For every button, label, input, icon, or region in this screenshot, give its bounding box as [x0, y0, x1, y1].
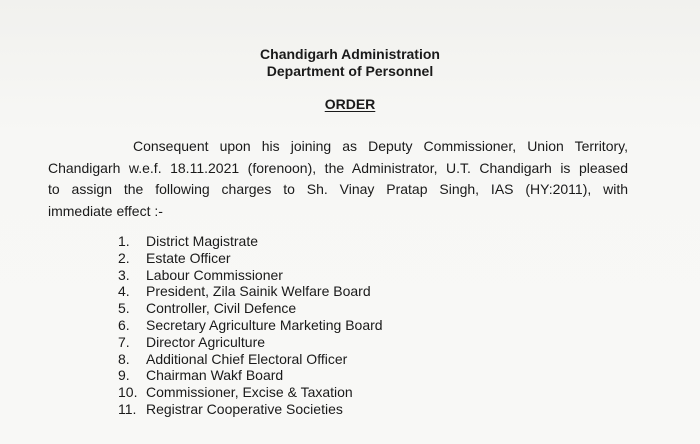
order-title-text: ORDER — [324, 96, 376, 112]
list-item-text: Registrar Cooperative Societies — [146, 400, 343, 417]
list-item — [118, 351, 383, 368]
header-organization: Chandigarh Administration — [260, 46, 440, 62]
list-item-number: 9. — [118, 367, 130, 384]
list-item-number: 2. — [118, 249, 130, 266]
paragraph-line: Consequent upon his joining as Deputy Commissioner, Union Territory, — [133, 138, 628, 154]
list-item — [118, 267, 383, 284]
list-item-number: 1. — [118, 233, 130, 249]
list-item-text: President, Zila Sainik Welfare Board — [146, 283, 371, 300]
list-item-text: Additional Chief Electoral Officer — [146, 350, 348, 367]
list-item-number: 7. — [118, 333, 130, 350]
order-paragraph — [48, 136, 628, 222]
list-item-number: 5. — [118, 300, 130, 317]
list-item — [118, 300, 383, 317]
document-header — [0, 46, 700, 80]
list-item-number: 3. — [118, 266, 130, 283]
list-item-text: Director Agriculture — [146, 333, 266, 350]
list-item-number: 11. — [118, 400, 137, 417]
list-item — [118, 384, 383, 401]
list-item-text: Labour Commissioner — [146, 266, 283, 283]
charges-list — [118, 233, 383, 418]
order-title — [0, 96, 700, 112]
paragraph-line: to assign the following charges to Sh. Vinay Pratap Singh, IAS (HY:2011), with — [48, 181, 628, 197]
list-item-text: Commissioner, Excise & Taxation — [146, 384, 353, 401]
list-item — [118, 283, 383, 300]
list-item — [118, 250, 383, 267]
list-item-number: 4. — [118, 283, 130, 300]
list-item — [118, 317, 383, 334]
list-item — [118, 401, 383, 418]
list-item-number: 8. — [118, 350, 130, 367]
list-item-text: Secretary Agriculture Marketing Board — [146, 316, 383, 333]
list-item — [118, 367, 383, 384]
list-item-text: Controller, Civil Defence — [146, 300, 297, 317]
list-item-number: 6. — [118, 316, 130, 333]
list-item-number: 10. — [118, 384, 138, 401]
list-item — [118, 334, 383, 351]
paragraph-line: Chandigarh w.e.f. 18.11.2021 (forenoon), the Administrator, U.T. Chandigarh is pleased — [48, 159, 628, 176]
list-item-text: District Magistrate — [146, 233, 259, 249]
list-item — [118, 233, 383, 250]
header-department: Department of Personnel — [266, 63, 434, 79]
list-item-text: Chairman Wakf Board — [146, 367, 284, 384]
list-item-text: Estate Officer — [146, 249, 231, 266]
paragraph-line: immediate effect :- — [48, 202, 163, 219]
